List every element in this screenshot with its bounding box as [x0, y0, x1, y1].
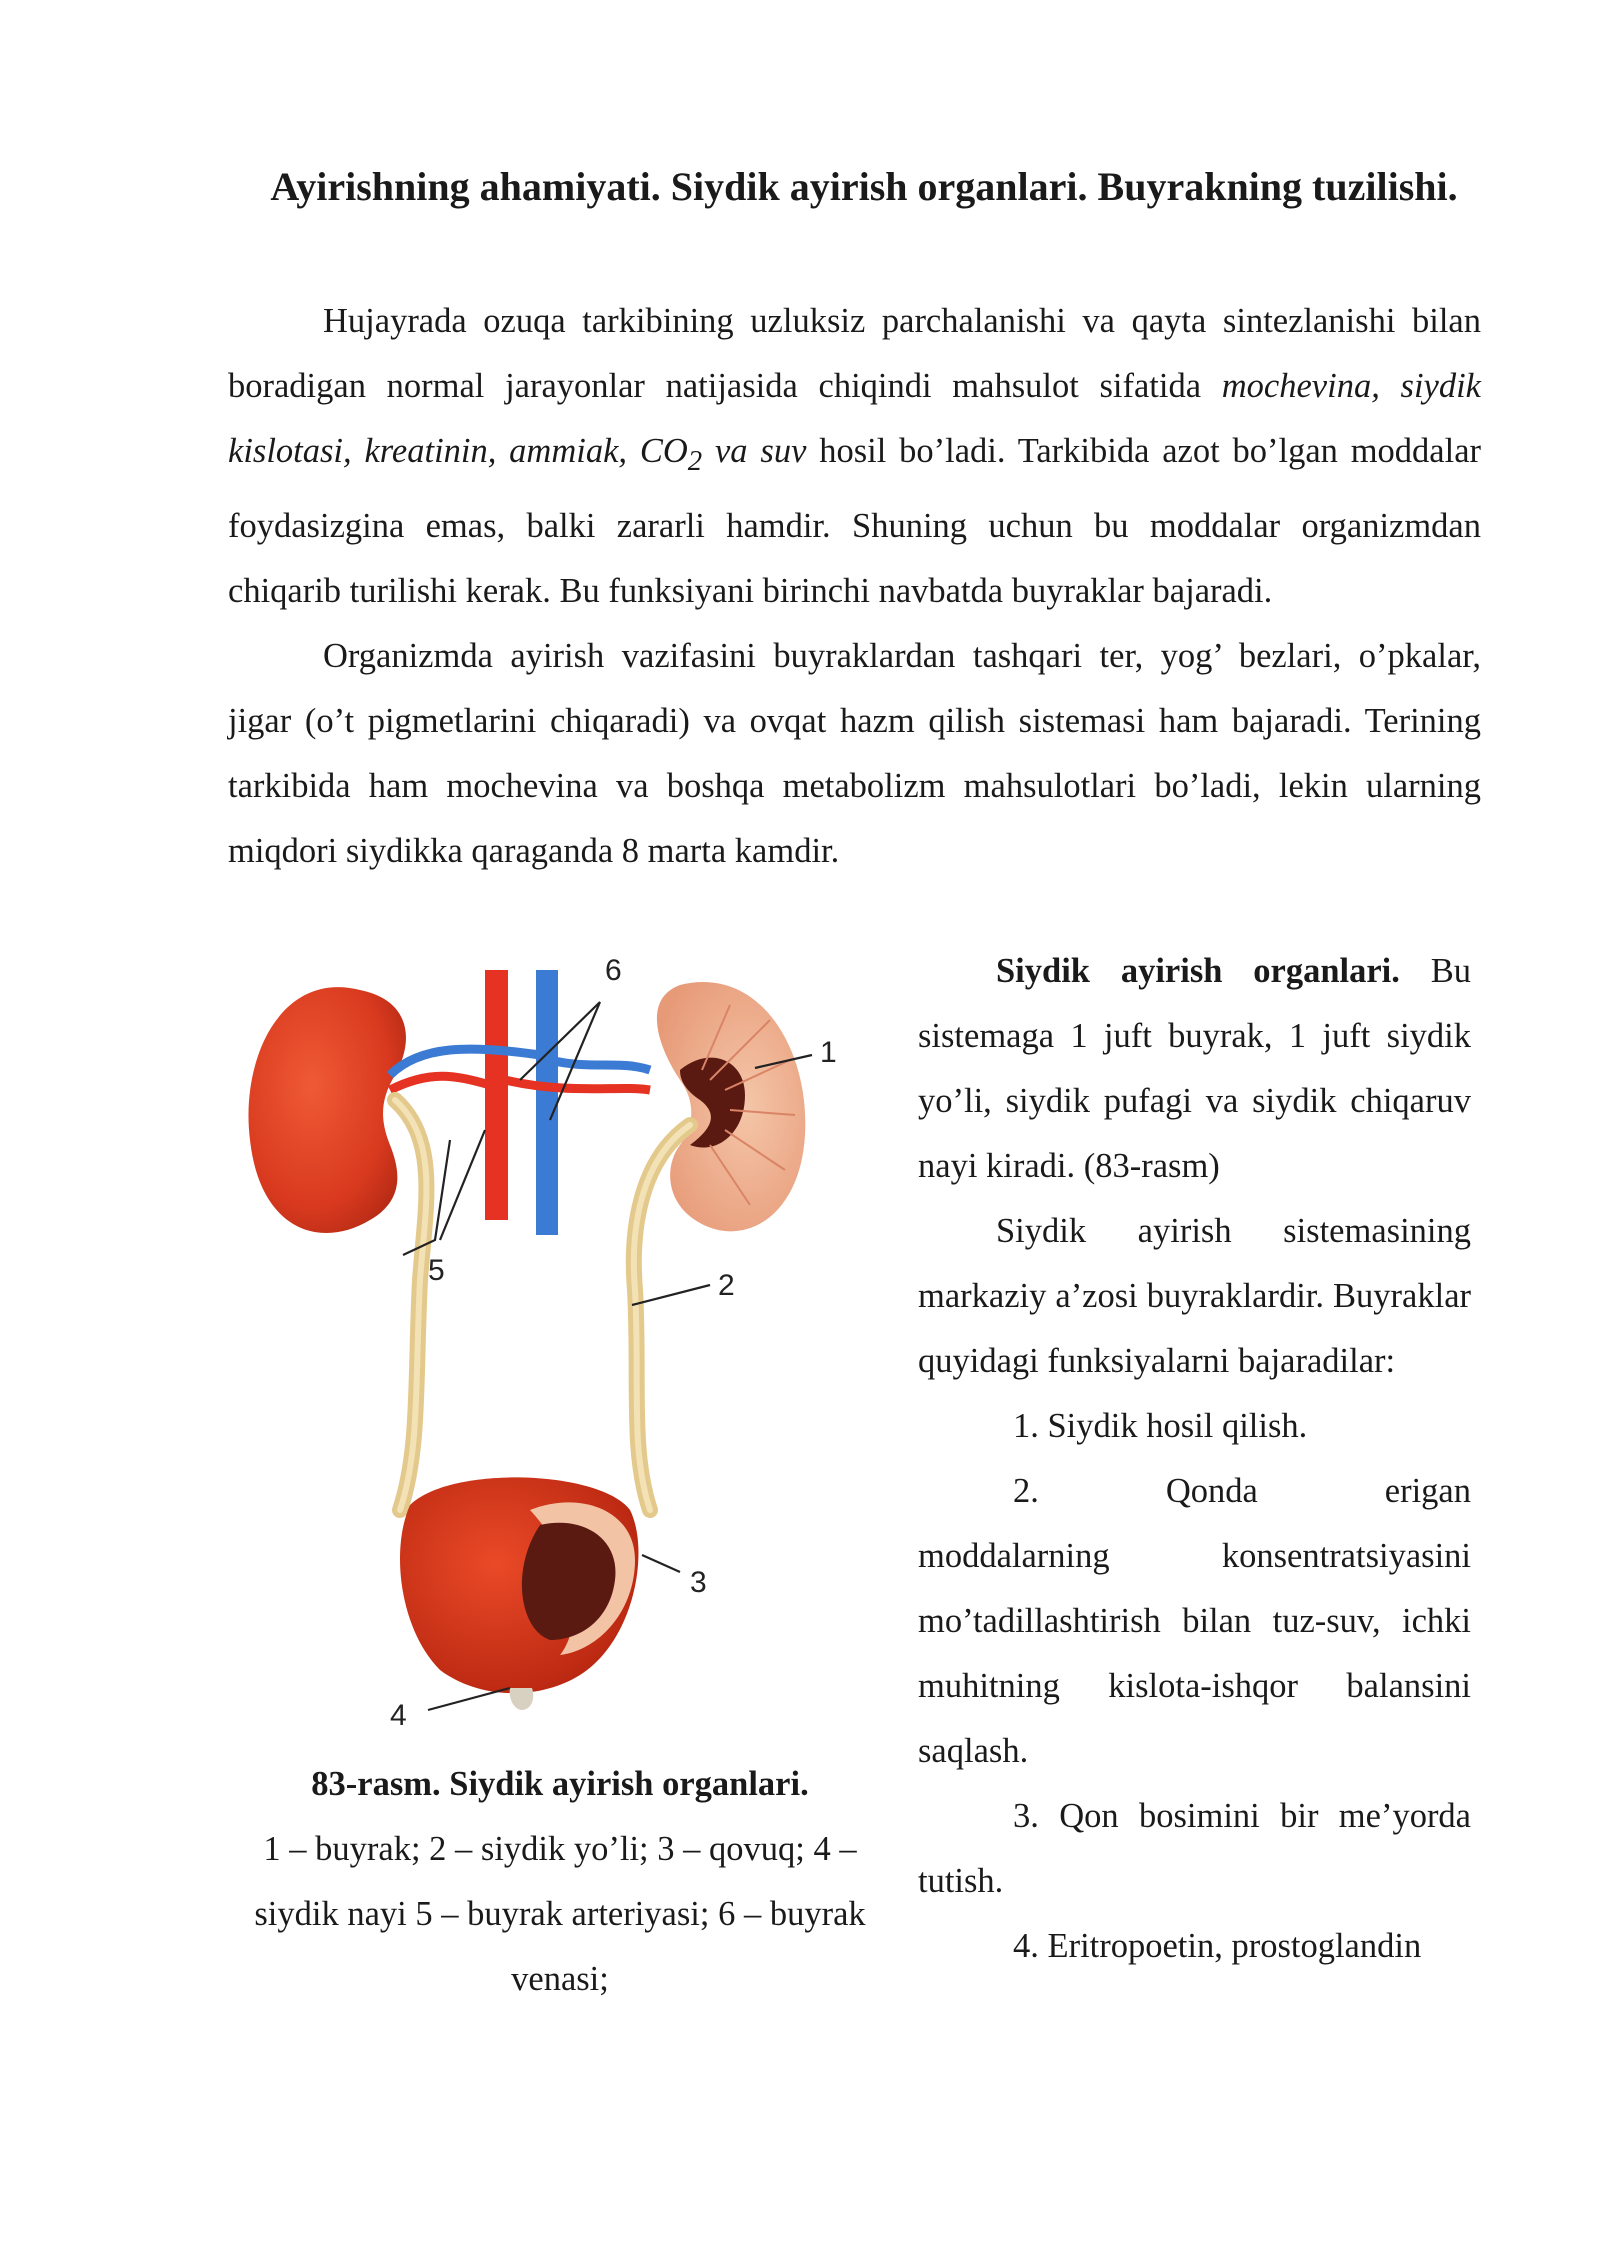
functions-intro: Siydik ayirish sistemasining markaziy a’zosi buyraklardir. Buyraklar quyidagi funksiyalarni bajaradilar: [918, 1212, 1471, 1380]
waste-products-italic: mochevina, siydik kislotasi, kreatinin, ammiak, $CO_2$ va suv [228, 367, 1481, 477]
paragraph-1-rest: hosil bo’ladi. Tarkibida azot bo’lgan moddalar foydasizgina emas, balki zararli hamdir. Shuning uchun bu moddalar organizmdan chiqarib turilishi kerak. Bu funksiyani birinchi navbatda buyraklar bajaradi. [228, 432, 1482, 610]
right-column-text [918, 939, 1471, 1979]
function-1: 1. Siydik hosil qilish. [1013, 1407, 1308, 1445]
urethra [510, 1688, 534, 1710]
label-2: 2 [718, 1269, 735, 1302]
left-renal-artery [390, 1076, 490, 1090]
right-renal-artery [505, 1080, 650, 1090]
label-3: 3 [690, 1566, 707, 1599]
page-title: Ayirishning ahamiyati. Siydik ayirish organlari. Buyrakning tuzilishi. [270, 164, 1458, 209]
label-1: 1 [820, 1036, 837, 1069]
function-2-first-line: 2. Qonda erigan [1013, 1472, 1471, 1510]
right-renal-vein [550, 1060, 650, 1070]
aorta [485, 970, 508, 1220]
function-3: 3. Qon bosimini bir me’yorda tutish. [918, 1797, 1471, 1900]
function-2-rest: moddalarning konsentratsiyasini mo’tadillashtirish bilan tuz-suv, ichki muhitning kislota-ishqor balansini saqlash. [918, 1537, 1471, 1770]
caption-title: 83-rasm. Siydik ayirish organlari. [311, 1765, 809, 1803]
function-2 [918, 1459, 1471, 1784]
urinary-system-illustration [240, 950, 880, 1740]
main-text [228, 289, 1481, 884]
caption-text: 1 – buyrak; 2 – siydik yo’li; 3 – qovuq; 4 – siydik nayi 5 – buyrak arteriyasi; 6 – buyrak venasi; [254, 1830, 866, 1998]
paragraph-1 [228, 289, 1481, 624]
section-heading: Siydik ayirish organlari. [996, 952, 1400, 990]
label-4: 4 [390, 1699, 407, 1732]
vena-cava [536, 970, 558, 1235]
left-renal-vein [390, 1049, 540, 1075]
paragraph-2: Organizmda ayirish vazifasini buyraklardan tashqari ter, yog’ bezlari, o’pkalar, jigar (o’t pigmetlarini chiqaradi) va ovqat hazm qilish sistemasi ham bajaradi. Terining tarkibida ham mochevina va boshqa metabolizm mahsulotlari bo’ladi, lekin ularning miqdori siydikka qaraganda 8 marta kamdir. [228, 636, 1481, 870]
function-4: 4. Eritropoetin, prostoglandin [1013, 1927, 1422, 1965]
label-5: 5 [428, 1254, 445, 1287]
organs-intro: Siydik ayirish organlari. Bu sistemaga 1 juft buyrak, 1 juft siydik yo’li, siydik pufagi va siydik chiqaruv nayi kiradi. (83-rasm) [918, 952, 1472, 1185]
left-kidney [248, 987, 405, 1233]
label-6: 6 [605, 954, 622, 987]
urinary-system-figure [240, 950, 880, 1740]
figure-caption [240, 1752, 880, 2012]
paragraph-1-intro: Hujayrada ozuqa tarkibining uzluksiz parchalanishi va qayta sintezlanishi bilan boradigan normal jarayonlar natijasida chiqindi mahsulot sifatida [228, 302, 1481, 405]
